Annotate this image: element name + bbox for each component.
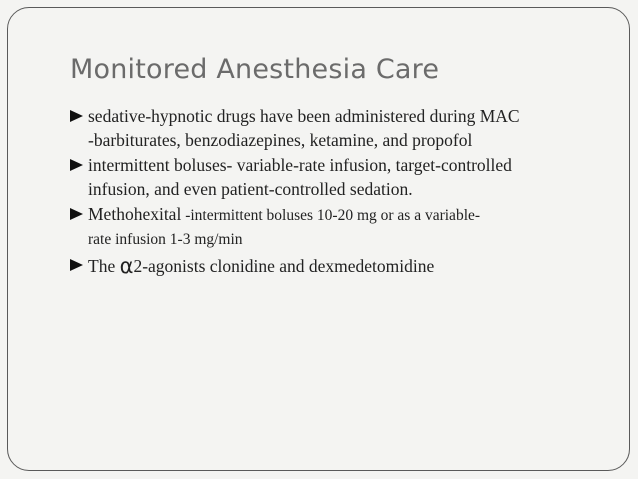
bullet-arrow-icon	[70, 110, 83, 122]
bullet-rest: 2-agonists clonidine and dexmedetomidine	[133, 256, 435, 276]
bullet-item	[70, 202, 610, 252]
bullet-text-line	[88, 202, 610, 228]
bullet-text-line: -barbiturates, benzodiazepines, ketamine, and propofol	[88, 130, 473, 150]
bullet-text-line	[88, 253, 610, 278]
bullet-item	[70, 253, 610, 278]
bullet-arrow-icon	[70, 259, 83, 271]
drug-detail: -intermittent boluses 10-20 mg or as a variable-	[181, 207, 481, 224]
bullet-text-line: sedative-hypnotic drugs have been administered during MAC	[88, 106, 520, 126]
bullet-item	[70, 104, 610, 152]
bullet-text-line: rate infusion 1-3 mg/min	[88, 231, 243, 248]
bullet-list	[70, 104, 610, 279]
drug-name: Methohexital	[88, 204, 182, 224]
alpha-symbol: α	[119, 254, 134, 278]
bullet-item	[70, 153, 610, 201]
bullet-prefix: The	[88, 256, 120, 276]
bullet-arrow-icon	[70, 159, 83, 171]
bullet-text-line: infusion, and even patient-controlled sedation.	[88, 179, 413, 199]
bullet-text-line: intermittent boluses- variable-rate infusion, target-controlled	[88, 155, 512, 175]
slide-title: Monitored Anesthesia Care	[70, 54, 440, 85]
bullet-arrow-icon	[70, 208, 83, 220]
